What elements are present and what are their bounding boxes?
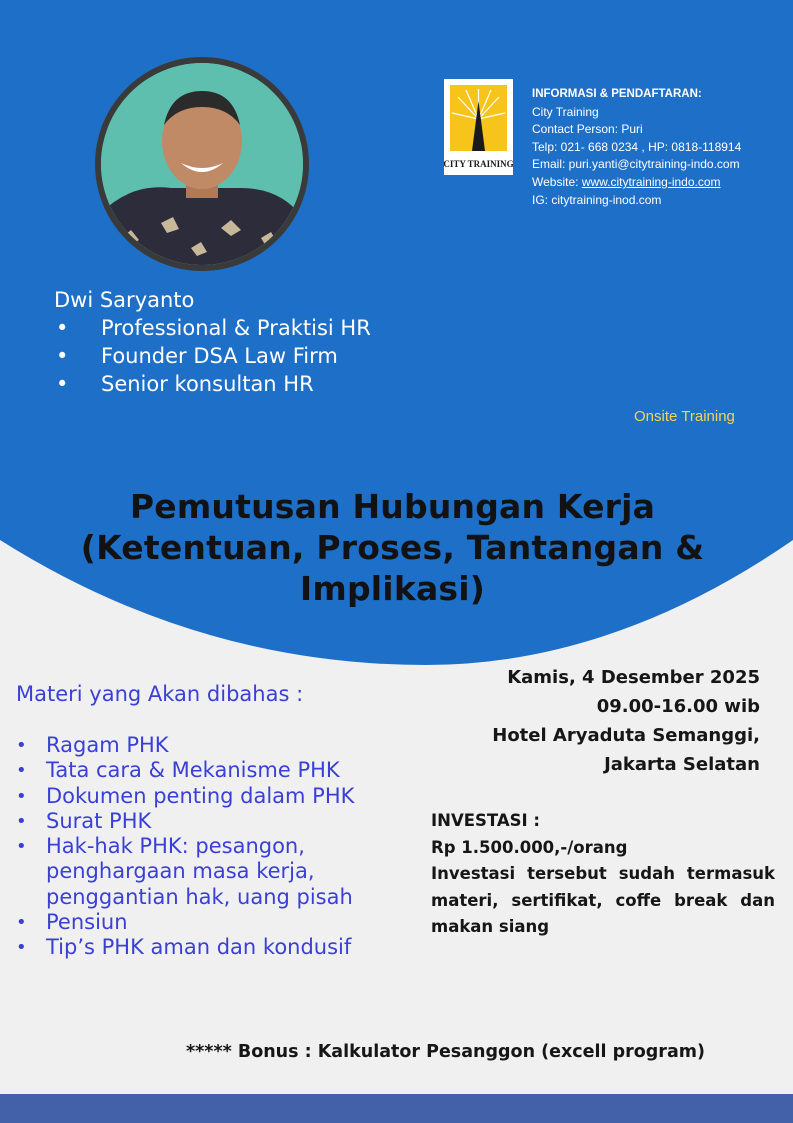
title-line: Pemutusan Hubungan Kerja	[129, 487, 656, 526]
title-line: (Ketentuan, Proses, Tantangan &	[80, 528, 705, 567]
trainer-role: • Senior konsultan HR	[54, 370, 371, 398]
footer-bar	[0, 1094, 793, 1123]
contact-company: City Training	[532, 104, 599, 119]
event-city: Jakarta Selatan	[604, 754, 760, 775]
website-label: Website:	[532, 174, 582, 189]
materi-heading: Materi yang Akan dibahas :	[16, 682, 304, 706]
contact-phone: Telp: 021- 668 0234 , HP: 0818-118914	[532, 139, 742, 154]
contact-title: INFORMASI & PENDAFTARAN:	[532, 88, 702, 100]
contact-email[interactable]: Email: puri.yanti@citytraining-indo.com	[532, 157, 740, 172]
trainer-photo	[95, 57, 309, 271]
page-title	[40, 486, 745, 609]
list-item: • Tata cara & Mekanisme PHK	[16, 758, 396, 783]
title-line: Implikasi)	[299, 569, 486, 608]
logo-icon	[444, 79, 513, 175]
event-details	[492, 663, 760, 779]
contact-website	[532, 174, 782, 192]
investasi-description: Investasi tersebut sudah termasuk materi, sertifikat, coffe break dan makan siang	[431, 864, 775, 936]
event-date: Kamis, 4 Desember 2025	[507, 667, 760, 688]
list-item: • Tip’s PHK aman dan kondusif	[16, 935, 396, 960]
person-silhouette-icon	[101, 63, 303, 265]
investasi-section	[431, 808, 775, 941]
investasi-heading: INVESTASI :	[431, 811, 540, 830]
contact-instagram: IG: citytraining-inod.com	[532, 192, 662, 207]
investasi-price: Rp 1.500.000,-/orang	[431, 837, 628, 857]
bonus-text: ***** Bonus : Kalkulator Pesanggon (excell program)	[186, 1042, 705, 1062]
trainer-role: • Founder DSA Law Firm	[54, 342, 371, 370]
contact-info	[532, 86, 782, 209]
contact-person: Contact Person: Puri	[532, 122, 643, 137]
event-time: 09.00-16.00 wib	[596, 696, 760, 717]
training-type: Onsite Training	[634, 408, 735, 425]
trainer-info	[54, 286, 371, 398]
trainer-name: Dwi Saryanto	[54, 288, 195, 312]
website-link[interactable]: www.citytraining-indo.com	[581, 174, 721, 189]
list-item: • Hak-hak PHK: pesangon, penghargaan masa kerja, penggantian hak, uang pisah	[16, 834, 396, 910]
city-training-logo	[444, 79, 513, 175]
list-item: • Pensiun	[16, 910, 396, 935]
trainer-role: • Professional & Praktisi HR	[54, 314, 371, 342]
materi-list	[16, 733, 396, 961]
event-venue: Hotel Aryaduta Semanggi,	[492, 725, 760, 746]
list-item: • Surat PHK	[16, 809, 396, 834]
list-item: • Ragam PHK	[16, 733, 396, 758]
trainer-avatar	[101, 63, 303, 265]
list-item: • Dokumen penting dalam PHK	[16, 784, 396, 809]
logo-text: CITY TRAINING	[444, 159, 513, 169]
